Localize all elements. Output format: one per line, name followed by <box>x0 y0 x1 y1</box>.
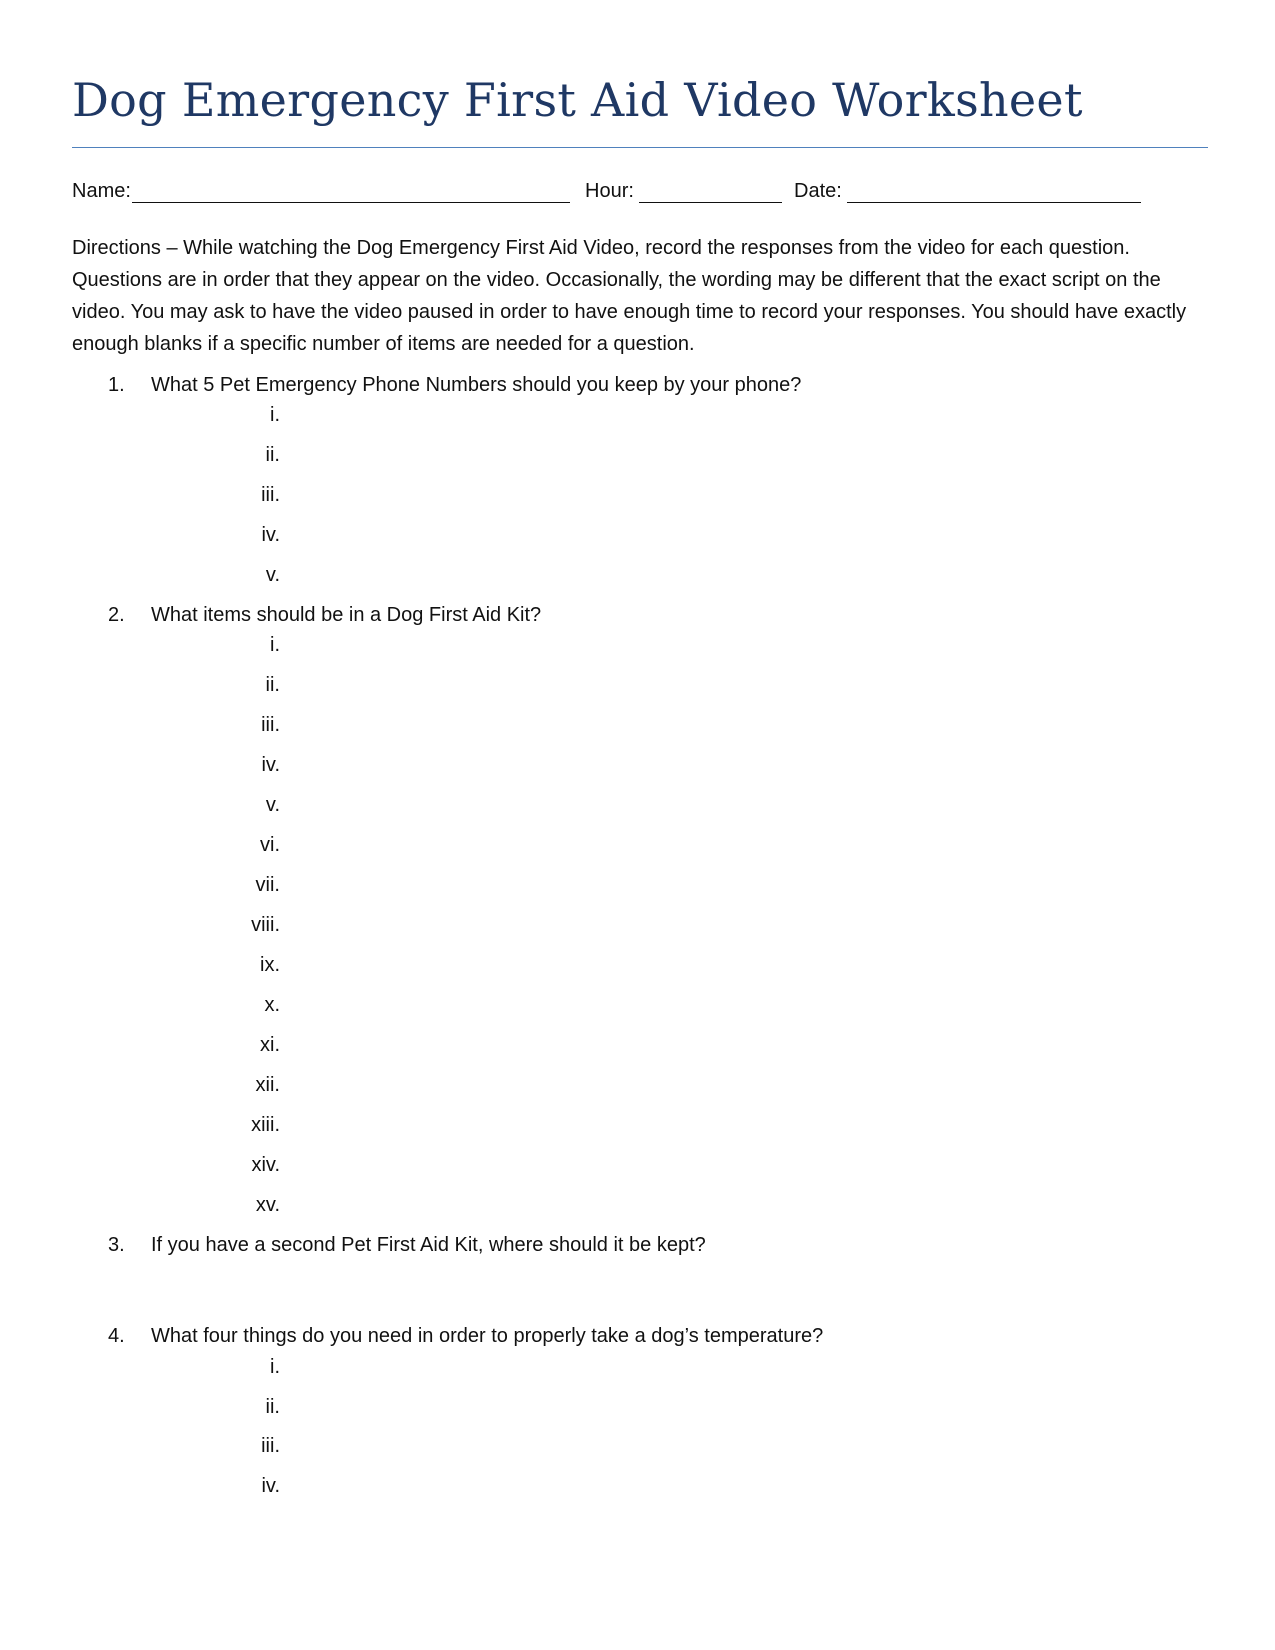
answer-item-label: ix. <box>260 954 280 976</box>
answer-item-label: vii. <box>255 874 280 896</box>
answer-item-label: i. <box>270 404 280 426</box>
page-title: Dog Emergency First Aid Video Worksheet <box>72 73 1083 127</box>
title-divider <box>72 147 1208 148</box>
student-info-row <box>72 180 1208 210</box>
name-blank[interactable] <box>132 202 570 203</box>
question-number: 3. <box>108 1234 125 1256</box>
answer-item-label: i. <box>270 634 280 656</box>
question-number: 1. <box>108 374 125 396</box>
question-text: What 5 Pet Emergency Phone Numbers should you keep by your phone? <box>151 374 802 396</box>
answer-item-label: v. <box>265 794 280 816</box>
question-text: What items should be in a Dog First Aid Kit? <box>151 604 542 626</box>
name-label: Name: <box>72 180 131 202</box>
date-label: Date: <box>794 180 842 202</box>
answer-item-label: xiii. <box>251 1114 280 1136</box>
answer-item-label: vi. <box>260 834 280 856</box>
answer-item-label: xii. <box>255 1074 280 1096</box>
directions-paragraph: Directions – While watching the Dog Emergency First Aid Video, record the responses from the video for each question. Questions are in order that they appear on the video. Occasionally, the wording may be different that the exact script on the video. You may ask to have the video paused in order to have enough time to record your responses. You should have exactly enough blanks if a specific number of items are needed for a question. <box>72 237 1187 355</box>
answer-item-label: i. <box>270 1356 280 1378</box>
answer-item-label: iii. <box>261 1435 280 1457</box>
answer-item-label: iv. <box>261 524 280 546</box>
answer-item-label: xiv. <box>251 1154 280 1176</box>
answer-item-label: ii. <box>265 674 280 696</box>
answer-item-label: iv. <box>261 1475 280 1497</box>
question-text: If you have a second Pet First Aid Kit, where should it be kept? <box>151 1234 706 1256</box>
question-number: 4. <box>108 1325 125 1347</box>
question-number: 2. <box>108 604 125 626</box>
answer-item-label: iii. <box>261 484 280 506</box>
answer-item-label: ii. <box>265 1396 280 1418</box>
answer-item-label: v. <box>265 564 280 586</box>
answer-item-label: viii. <box>251 914 280 936</box>
answer-item-label: ii. <box>265 444 280 466</box>
answer-item-label: xi. <box>260 1034 280 1056</box>
hour-blank[interactable] <box>639 202 782 203</box>
hour-label: Hour: <box>585 180 634 202</box>
answer-item-label: iv. <box>261 754 280 776</box>
answer-item-label: x. <box>264 994 280 1016</box>
answer-item-label: xv. <box>255 1194 280 1216</box>
date-blank[interactable] <box>847 202 1141 203</box>
question-text: What four things do you need in order to properly take a dog’s temperature? <box>151 1325 824 1347</box>
answer-item-label: iii. <box>261 714 280 736</box>
